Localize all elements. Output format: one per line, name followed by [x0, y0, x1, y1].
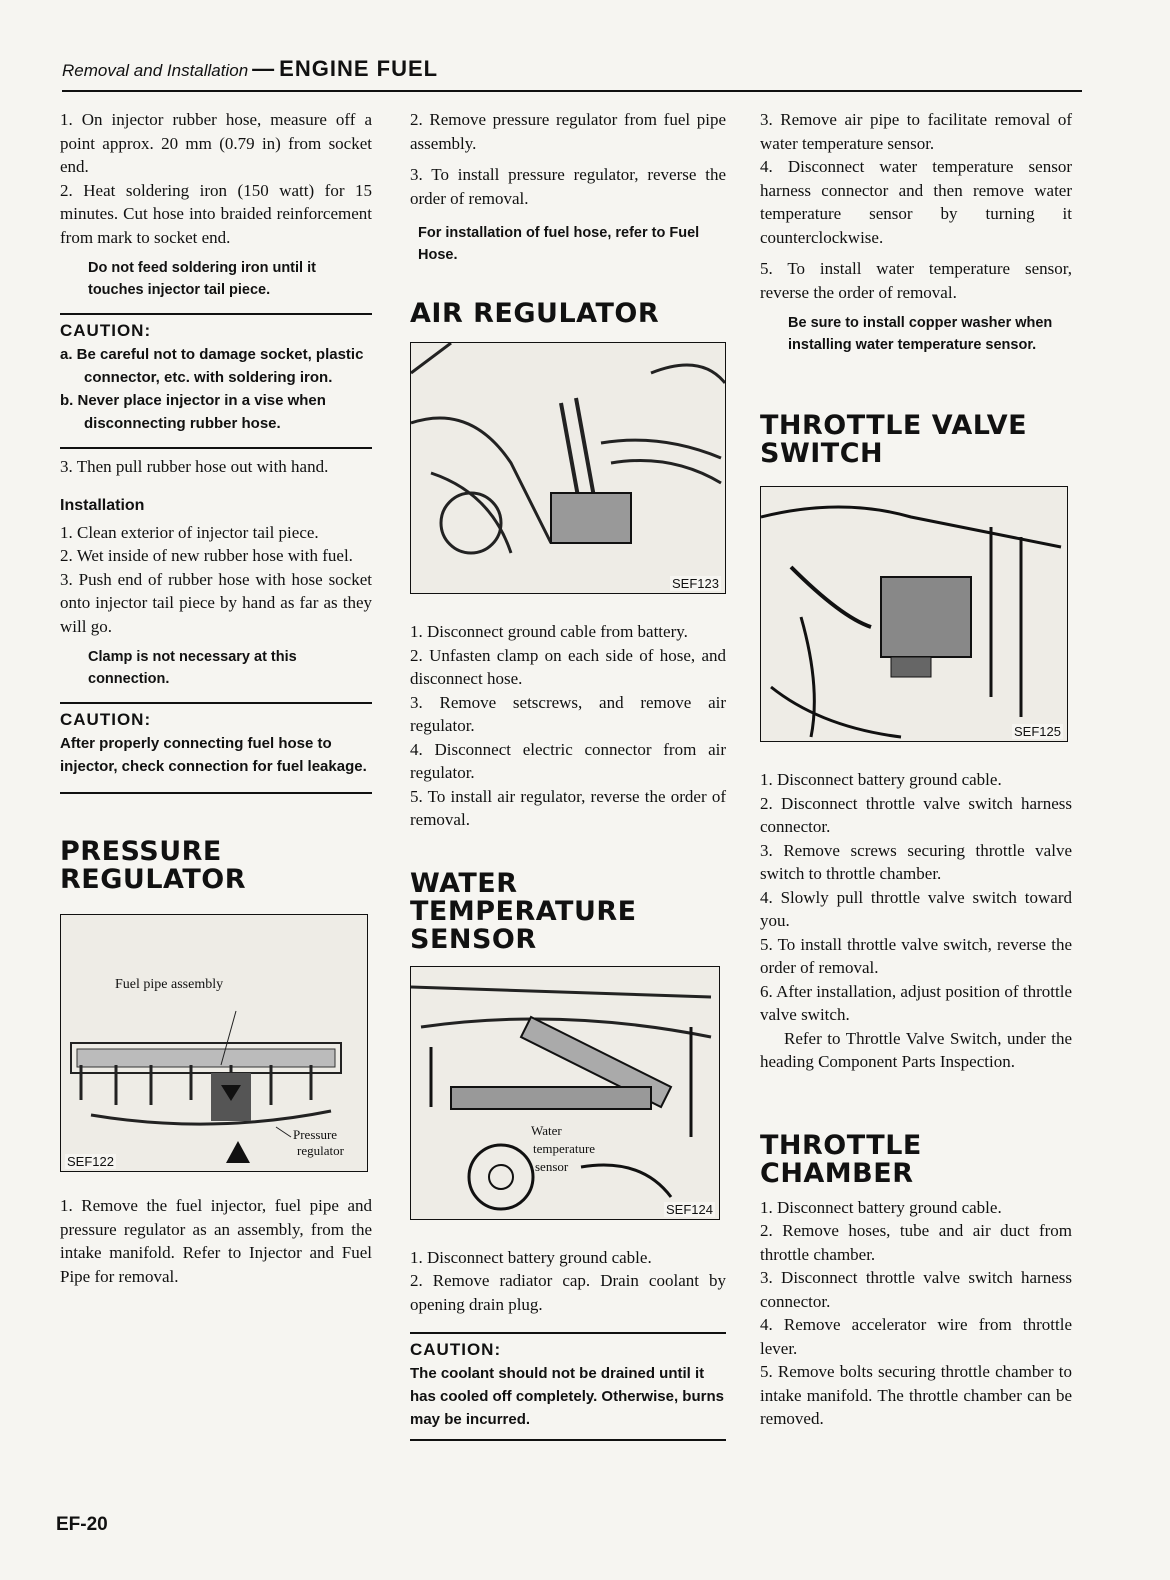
step: 2. Wet inside of new rubber hose with fuel.	[60, 546, 353, 565]
section-title: PRESSURE	[60, 836, 222, 867]
step: 5. To install air regulator, reverse the order of removal.	[410, 786, 726, 829]
step: 1. Disconnect battery ground cable.	[410, 1247, 652, 1267]
note: Be sure to install copper washer when installing water temperature sensor.	[788, 315, 1053, 353]
label-water: Water	[531, 1122, 562, 1138]
refer-text: Refer to Throttle Valve Switch, under the heading Component Parts Inspection.	[760, 1028, 1072, 1071]
step: 3. Remove setscrews, and remove air regulator.	[410, 692, 726, 735]
step: 3. Then pull rubber hose out with hand.	[60, 457, 329, 476]
step: 2. Disconnect throttle valve switch harness connector.	[760, 793, 1072, 836]
step: 5. Remove bolts securing throttle chamber to intake manifold. The throttle chamber can be removed.	[760, 1362, 1072, 1428]
caution-body: After properly connecting fuel hose to injector, check connection for fuel leakage.	[60, 735, 367, 775]
note: Do not feed soldering iron until it touches injector tail piece.	[88, 260, 316, 298]
step: 5. To install throttle valve switch, reverse the order of removal.	[760, 934, 1072, 977]
step: 1. Clean exterior of injector tail piece.	[60, 522, 319, 542]
step: 6. After installation, adjust position of throttle valve switch.	[760, 981, 1072, 1024]
figure-pressure-regulator	[60, 914, 368, 1172]
step: 2. Remove hoses, tube and air duct from throttle chamber.	[760, 1221, 1072, 1264]
caution-heading: CAUTION:	[60, 321, 152, 340]
divider	[60, 313, 372, 315]
section-title: AIR REGULATOR	[410, 298, 660, 329]
step: 4. Remove accelerator wire from throttle lever.	[760, 1315, 1072, 1358]
label-sensor: sensor	[535, 1158, 569, 1174]
section-title: CHAMBER	[760, 1157, 914, 1189]
figure-air-regulator	[410, 342, 726, 594]
step: 4. Slowly pull throttle valve switch toward you.	[760, 887, 1072, 930]
step: 1. On injector rubber hose, measure off a point approx. 20 mm (0.79 in) from socket end.	[60, 110, 372, 176]
step: 2. Remove radiator cap. Drain coolant by opening drain plug.	[410, 1271, 726, 1314]
caution-item: a. Be careful not to damage socket, plastic connector, etc. with soldering iron.	[60, 346, 364, 386]
divider	[60, 792, 372, 794]
caution-body: The coolant should not be drained until it has cooled off completely. Otherwise, burns may be incurred.	[410, 1365, 724, 1428]
section-title: THROTTLE VALVE	[760, 410, 1028, 441]
section-title: REGULATOR	[60, 864, 246, 895]
step: 3. Push end of rubber hose with hose socket onto injector tail piece by hand as far as they will go.	[60, 569, 372, 636]
step: 5. To install water temperature sensor, reverse the order of removal.	[760, 259, 1072, 302]
caution-body	[60, 343, 372, 435]
step: 1. Remove the fuel injector, fuel pipe and pressure regulator as an assembly, from the intake manifold. Refer to Injector and Fuel Pipe for removal.	[60, 1196, 372, 1286]
label-regulator: regulator	[297, 1143, 344, 1158]
step: 3. Disconnect throttle valve switch harness connector.	[760, 1268, 1072, 1311]
column-3	[760, 108, 1072, 1431]
step: 3. To install pressure regulator, reverse the order of removal.	[410, 165, 726, 208]
header-title: ENGINE FUEL	[279, 56, 439, 81]
figure-throttle-valve-switch	[760, 486, 1068, 742]
step: 2. Heat soldering iron (150 watt) for 15 minutes. Cut hose into braided reinforcement from mark to socket end.	[60, 180, 372, 247]
section-title: WATER	[410, 867, 518, 899]
label-temperature: temperature	[533, 1140, 596, 1156]
step: 2. Remove pressure regulator from fuel pipe assembly.	[410, 110, 726, 153]
figure-water-temperature-sensor	[410, 966, 720, 1220]
header-sep: —	[252, 56, 276, 81]
label-fuel-pipe: Fuel pipe assembly	[115, 977, 224, 992]
divider	[60, 447, 372, 449]
page-header	[62, 56, 1082, 92]
header-section: Removal and Installation	[62, 61, 249, 80]
label-pressure: Pressure	[293, 1127, 338, 1142]
installation-heading: Installation	[60, 496, 145, 514]
step: 4. Disconnect electric connector from air regulator.	[410, 739, 726, 782]
page-number: EF-20	[56, 1514, 108, 1535]
caution-heading: CAUTION:	[410, 1340, 502, 1359]
section-title: SENSOR	[410, 923, 537, 955]
column-1	[60, 108, 372, 1288]
step: 3. Remove screws securing throttle valve switch to throttle chamber.	[760, 840, 1072, 883]
section-title: SWITCH	[760, 438, 884, 469]
step: 2. Unfasten clamp on each side of hose, and disconnect hose.	[410, 645, 726, 688]
note: For installation of fuel hose, refer to Fuel Hose.	[418, 225, 700, 263]
divider	[410, 1439, 726, 1441]
divider	[60, 702, 372, 704]
step: 4. Disconnect water temperature sensor harness connector and then remove water temperature sensor by turning it counterclockwise.	[760, 157, 1072, 247]
note: Clamp is not necessary at this connection.	[88, 649, 297, 687]
figure-code: SEF123	[672, 576, 719, 591]
divider	[410, 1332, 726, 1334]
caution-item: b. Never place injector in a vise when disconnecting rubber hose.	[60, 392, 326, 432]
throttle-switch-illustration	[761, 487, 1067, 741]
step: 1. Disconnect battery ground cable.	[760, 770, 1002, 789]
section-title: TEMPERATURE	[410, 895, 637, 927]
water-sensor-illustration	[411, 967, 719, 1219]
step: 3. Remove air pipe to facilitate removal of water temperature sensor.	[760, 110, 1072, 153]
step: 1. Disconnect ground cable from battery.	[410, 622, 688, 641]
section-title: THROTTLE	[760, 1129, 922, 1161]
figure-code: SEF124	[666, 1201, 713, 1217]
column-2	[410, 108, 726, 1447]
figure-code: SEF122	[67, 1154, 114, 1169]
air-regulator-illustration	[411, 343, 725, 593]
caution-heading: CAUTION:	[60, 710, 152, 729]
step: 1. Disconnect battery ground cable.	[760, 1197, 1002, 1217]
figure-code: SEF125	[1014, 724, 1061, 739]
